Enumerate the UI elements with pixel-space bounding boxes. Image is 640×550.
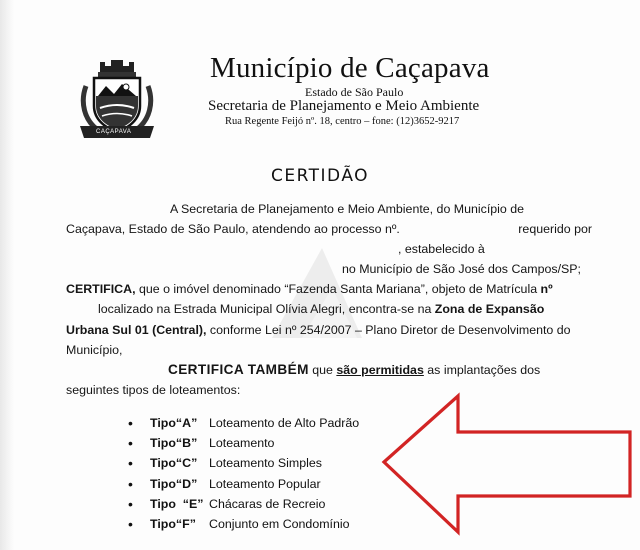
bullet-icon: • xyxy=(128,475,133,492)
body-line-7: Urbana Sul 01 (Central), conforme Lei nº 254/2007 – Plano Diretor de Desenvolvimento do xyxy=(66,322,571,337)
state-name: Estado de São Paulo xyxy=(305,85,404,99)
body-line-1: A Secretaria de Planejamento e Meio Ambiente, do Município de xyxy=(170,202,525,216)
municipality-title: Município de Caçapava xyxy=(210,52,490,84)
body-line-9: CERTIFICA TAMBÉM que são permitidas as implantações dos xyxy=(168,361,541,377)
address-line: Rua Regente Feijó nº. 18, centro – fone: (12)3652-9217 xyxy=(225,116,460,127)
red-arrow-icon xyxy=(376,392,638,538)
scan-edge-shadow xyxy=(0,0,14,550)
bullet-icon: • xyxy=(128,495,133,512)
document-title: CERTIDÃO xyxy=(270,166,370,186)
bullet-icon: • xyxy=(128,435,133,452)
crest-banner-text: CAÇAPAVA xyxy=(96,129,132,135)
list-item: • Tipo “E” Chácaras de Recreio xyxy=(128,494,359,514)
body-line-5: CERTIFICA, que o imóvel denominado “Fazenda Santa Mariana”, objeto de Matrícula nº xyxy=(66,282,553,297)
body-line-2: Caçapava, Estado de São Paulo, atendendo ao processo nº. requerido por xyxy=(66,222,592,237)
loteamento-types-list xyxy=(128,413,359,534)
list-item: • Tipo“C” Loteamento Simples xyxy=(128,453,359,473)
bullet-icon: • xyxy=(128,415,133,431)
list-item: • Tipo“D” Loteamento Popular xyxy=(128,474,359,494)
body-line-8: Município, xyxy=(66,342,123,357)
list-item: • Tipo“F” Conjunto em Condomínio xyxy=(128,514,359,534)
body-line-4: no Município de São José dos Campos/SP; xyxy=(342,262,581,277)
bullet-icon: • xyxy=(128,455,133,472)
list-item: • Tipo“A” Loteamento de Alto Padrão xyxy=(128,413,359,433)
certificate-body xyxy=(66,199,592,400)
body-line-6: localizado na Estrada Municipal Olívia Alegri, encontra-se na Zona de Expansão xyxy=(98,302,545,317)
list-item: • Tipo“B” Loteamento xyxy=(128,433,359,453)
body-line-3: , estabelecido à xyxy=(398,242,485,257)
bullet-icon: • xyxy=(128,516,133,533)
secretaria-name: Secretaria de Planejamento e Meio Ambiente xyxy=(208,98,480,114)
body-line-10: seguintes tipos de loteamentos: xyxy=(66,382,241,397)
